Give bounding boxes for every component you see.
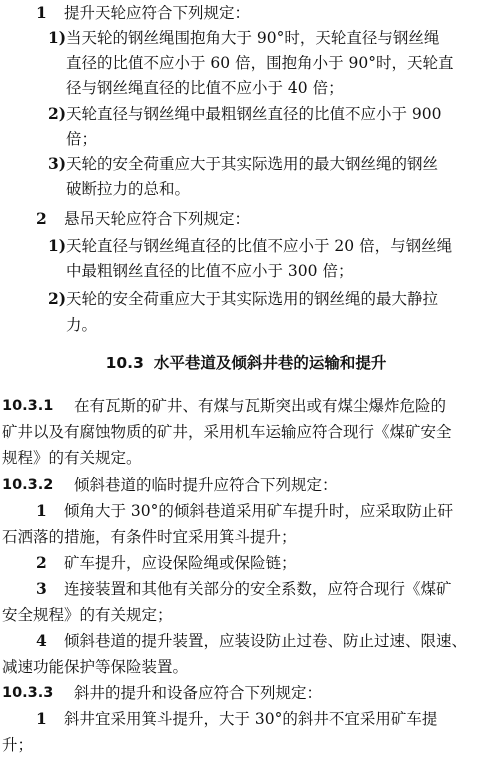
item-text: 连接装置和其他有关部分的安全系数，应符合现行《煤矿 xyxy=(64,580,452,598)
item-text: 破断拉力的总和。 xyxy=(66,180,191,198)
list-item xyxy=(0,2,492,26)
item-number: 3 xyxy=(36,579,47,598)
continuation-line xyxy=(0,734,492,758)
list-item xyxy=(0,288,492,312)
item-text: 减速功能保护等保险装置。 xyxy=(2,658,189,676)
list-item xyxy=(0,27,492,51)
item-number: 2) xyxy=(48,104,67,123)
continuation-line xyxy=(0,314,492,338)
item-text: 天轮直径与钢丝绳直径的比值不应小于 20 倍，与钢丝绳 xyxy=(66,237,453,255)
item-text: 径与钢丝绳直径的比值不应小于 40 倍； xyxy=(66,79,344,97)
item-text: 倍； xyxy=(66,130,98,148)
section-title: 水平巷道及倾斜井巷的运输和提升 xyxy=(153,353,387,372)
item-number: 2 xyxy=(36,553,47,572)
continuation-line xyxy=(0,77,492,101)
clause-text: 倾斜巷道的临时提升应符合下列规定： xyxy=(74,476,338,494)
clause-text: 斜井的提升和设备应符合下列规定： xyxy=(74,684,323,702)
continuation-line xyxy=(0,604,492,628)
list-item xyxy=(0,208,492,232)
item-text: 天轮直径与钢丝绳中最粗钢丝直径的比值不应小于 900 xyxy=(66,105,442,123)
item-number: 2) xyxy=(48,289,67,308)
list-item xyxy=(0,630,492,654)
list-item xyxy=(0,552,492,576)
continuation-line xyxy=(0,447,492,471)
item-text: 直径的比值不应小于 60 倍，围抱角小于 90°时，天轮直 xyxy=(66,54,454,72)
list-item xyxy=(0,708,492,732)
list-item xyxy=(0,500,492,524)
item-number: 1) xyxy=(48,28,67,47)
list-item xyxy=(0,153,492,177)
section-number: 10.3 xyxy=(105,354,144,372)
item-number: 1 xyxy=(36,3,47,22)
section-heading xyxy=(0,352,492,374)
list-item xyxy=(0,578,492,602)
item-text: 当天轮的钢丝绳围抱角大于 90°时，天轮直径与钢丝绳 xyxy=(66,29,440,47)
clause-number: 10.3.2 xyxy=(2,477,54,493)
item-number: 4 xyxy=(36,631,47,650)
item-text: 石洒落的措施，有条件时宜采用箕斗提升； xyxy=(2,528,297,546)
list-item xyxy=(0,235,492,259)
item-text: 升； xyxy=(2,736,34,754)
clause xyxy=(0,474,492,498)
item-text: 天轮的安全荷重应大于其实际选用的钢丝绳的最大静拉 xyxy=(66,290,439,308)
continuation-line xyxy=(0,178,492,202)
continuation-line xyxy=(0,656,492,680)
item-text: 安全规程》的有关规定； xyxy=(2,606,173,624)
list-item xyxy=(0,103,492,127)
item-text: 矿车提升，应设保险绳或保险链； xyxy=(64,554,297,572)
continuation-line xyxy=(0,128,492,152)
item-number: 1) xyxy=(48,236,67,255)
clause-number: 10.3.3 xyxy=(2,685,54,701)
continuation-line xyxy=(0,421,492,445)
continuation-line xyxy=(0,260,492,284)
clause-text: 规程》的有关规定。 xyxy=(2,449,142,467)
item-text: 力。 xyxy=(66,316,98,334)
item-text: 天轮的安全荷重应大于其实际选用的最大钢丝绳的钢丝 xyxy=(66,155,439,173)
clause-text: 在有瓦斯的矿井、有煤与瓦斯突出或有煤尘爆炸危险的 xyxy=(74,397,447,415)
continuation-line xyxy=(0,52,492,76)
item-number: 2 xyxy=(36,209,47,228)
clause-text: 矿井以及有腐蚀物质的矿井，采用机车运输应符合现行《煤矿安全 xyxy=(2,423,452,441)
clause xyxy=(0,395,492,419)
item-text: 斜井宜采用箕斗提升，大于 30°的斜井不宜采用矿车提 xyxy=(64,710,438,728)
clause-number: 10.3.1 xyxy=(2,398,54,414)
continuation-line xyxy=(0,526,492,550)
item-text: 倾角大于 30°的倾斜巷道采用矿车提升时，应采取防止矸 xyxy=(64,502,453,520)
item-text: 倾斜巷道的提升装置，应装设防止过卷、防止过速、限速、 xyxy=(64,632,468,650)
item-number: 1 xyxy=(36,501,47,520)
clause xyxy=(0,682,492,706)
item-text: 悬吊天轮应符合下列规定： xyxy=(64,210,251,228)
item-number: 3) xyxy=(48,154,67,173)
item-text: 中最粗钢丝直径的比值不应小于 300 倍； xyxy=(66,262,354,280)
item-number: 1 xyxy=(36,709,47,728)
item-text: 提升天轮应符合下列规定： xyxy=(64,4,251,22)
